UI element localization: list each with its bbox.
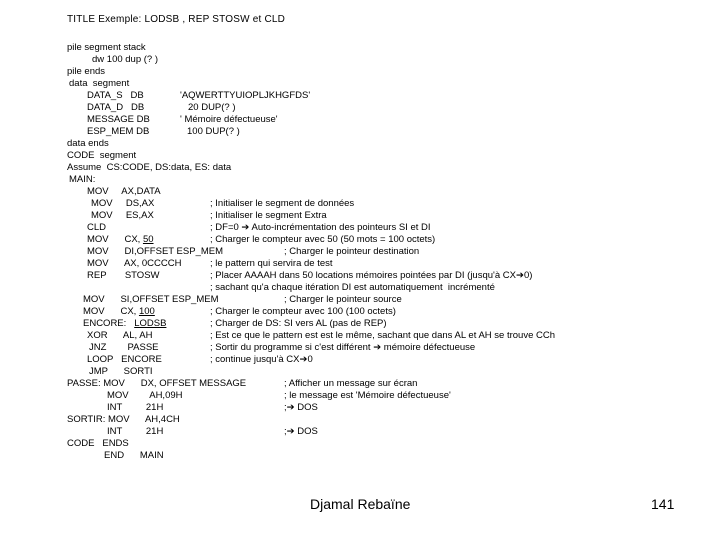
code-line: CODE ENDS: [67, 438, 129, 449]
code-comment: ; Initialiser le segment de données: [210, 198, 355, 209]
code-comment: ; DF=0 ➔ Auto-incrémentation des pointeurs SI et DI: [210, 222, 431, 233]
code-line: pile ends: [67, 66, 106, 77]
code-line: INT 21H: [107, 402, 164, 413]
code-line: ' Mémoire défectueuse': [180, 114, 278, 125]
code-line: 100 DUP(? ): [187, 126, 240, 137]
code-line: ENCORE: LODSB: [83, 318, 167, 329]
code-line: INT 21H: [107, 426, 164, 437]
code-comment: ;➔ DOS: [284, 426, 318, 437]
code-line: Assume CS:CODE, DS:data, ES: data: [67, 162, 232, 173]
code-line: MOV SI,OFFSET ESP_MEM: [83, 294, 219, 305]
code-line: MOV DI,OFFSET ESP_MEM: [87, 246, 224, 257]
code-line: DATA_S DB: [87, 90, 144, 101]
code-line: JMP SORTI: [89, 366, 153, 377]
code-line: pile segment stack: [67, 42, 146, 53]
code-line: MOV DS,AX: [91, 198, 155, 209]
code-line: SORTIR: MOV AH,4CH: [67, 414, 180, 425]
code-line: REP STOSW: [87, 270, 160, 281]
arrow-right-icon: ➔: [299, 354, 308, 365]
code-line: DATA_D DB: [87, 102, 145, 113]
code-comment: ; Afficher un message sur écran: [284, 378, 418, 389]
code-line: MOV ES,AX: [91, 210, 154, 221]
code-comment: ; Charger le pointeur destination: [284, 246, 420, 257]
arrow-right-icon: ➔: [515, 270, 524, 281]
code-comment: ; Est ce que le pattern est est le même, sachant que dans AL et AH se trouve CCh: [210, 330, 556, 341]
code-line: MESSAGE DB: [87, 114, 150, 125]
code-comment: ; Sortir du programme si c'est différent ➔ mémoire défectueuse: [210, 342, 476, 353]
code-line: dw 100 dup (? ): [92, 54, 159, 65]
footer-author: Djamal Rebaïne: [310, 496, 411, 512]
slide-title: TITLE Exemple: LODSB , REP STOSW et CLD: [67, 14, 286, 25]
arrow-right-icon: ➔: [373, 342, 382, 353]
code-comment: ; Charger le compteur avec 50 (50 mots = 100 octets): [210, 234, 436, 245]
code-comment: ; Placer AAAAH dans 50 locations mémoires pointées par DI (jusqu'à CX➔0): [210, 270, 533, 281]
code-comment: ; Charger le pointeur source: [284, 294, 402, 305]
arrow-right-icon: ➔: [241, 222, 250, 233]
code-line: JNZ PASSE: [89, 342, 159, 353]
code-line: CODE segment: [67, 150, 137, 161]
code-line: PASSE: MOV DX, OFFSET MESSAGE: [67, 378, 247, 389]
code-line: ESP_MEM DB: [87, 126, 150, 137]
code-comment: ; Charger de DS: SI vers AL (pas de REP): [210, 318, 387, 329]
code-line: MOV CX, 50: [87, 234, 154, 245]
code-line: MOV AX,DATA: [87, 186, 161, 197]
code-comment: ; continue jusqu'à CX➔0: [210, 354, 313, 365]
code-line: END MAIN: [104, 450, 164, 461]
code-line: data ends: [67, 138, 109, 149]
code-line: MOV AH,09H: [107, 390, 183, 401]
code-line: XOR AL, AH: [87, 330, 153, 341]
arrow-right-icon: ➔: [286, 402, 295, 413]
code-comment: ; Charger le compteur avec 100 (100 octets): [210, 306, 396, 317]
code-line: MOV AX, 0CCCCH: [87, 258, 182, 269]
arrow-right-icon: ➔: [286, 426, 295, 437]
code-line: LOOP ENCORE: [87, 354, 162, 365]
code-comment: ; Initialiser le segment Extra: [210, 210, 327, 221]
code-comment: ;➔ DOS: [284, 402, 318, 413]
code-line: data segment: [69, 78, 130, 89]
code-line: MOV CX, 100: [83, 306, 155, 317]
code-comment: ; sachant qu'a chaque itération DI est automatiquement incrémenté: [210, 282, 495, 293]
page-number: 141: [651, 496, 675, 512]
code-comment: ; le message est 'Mémoire défectueuse': [284, 390, 451, 401]
code-line: MAIN:: [69, 174, 96, 185]
code-line: CLD: [87, 222, 107, 233]
code-line: 20 DUP(? ): [188, 102, 236, 113]
code-comment: ; le pattern qui servira de test: [210, 258, 333, 269]
code-line: 'AQWERTTYUIOPLJKHGFDS': [180, 90, 311, 101]
